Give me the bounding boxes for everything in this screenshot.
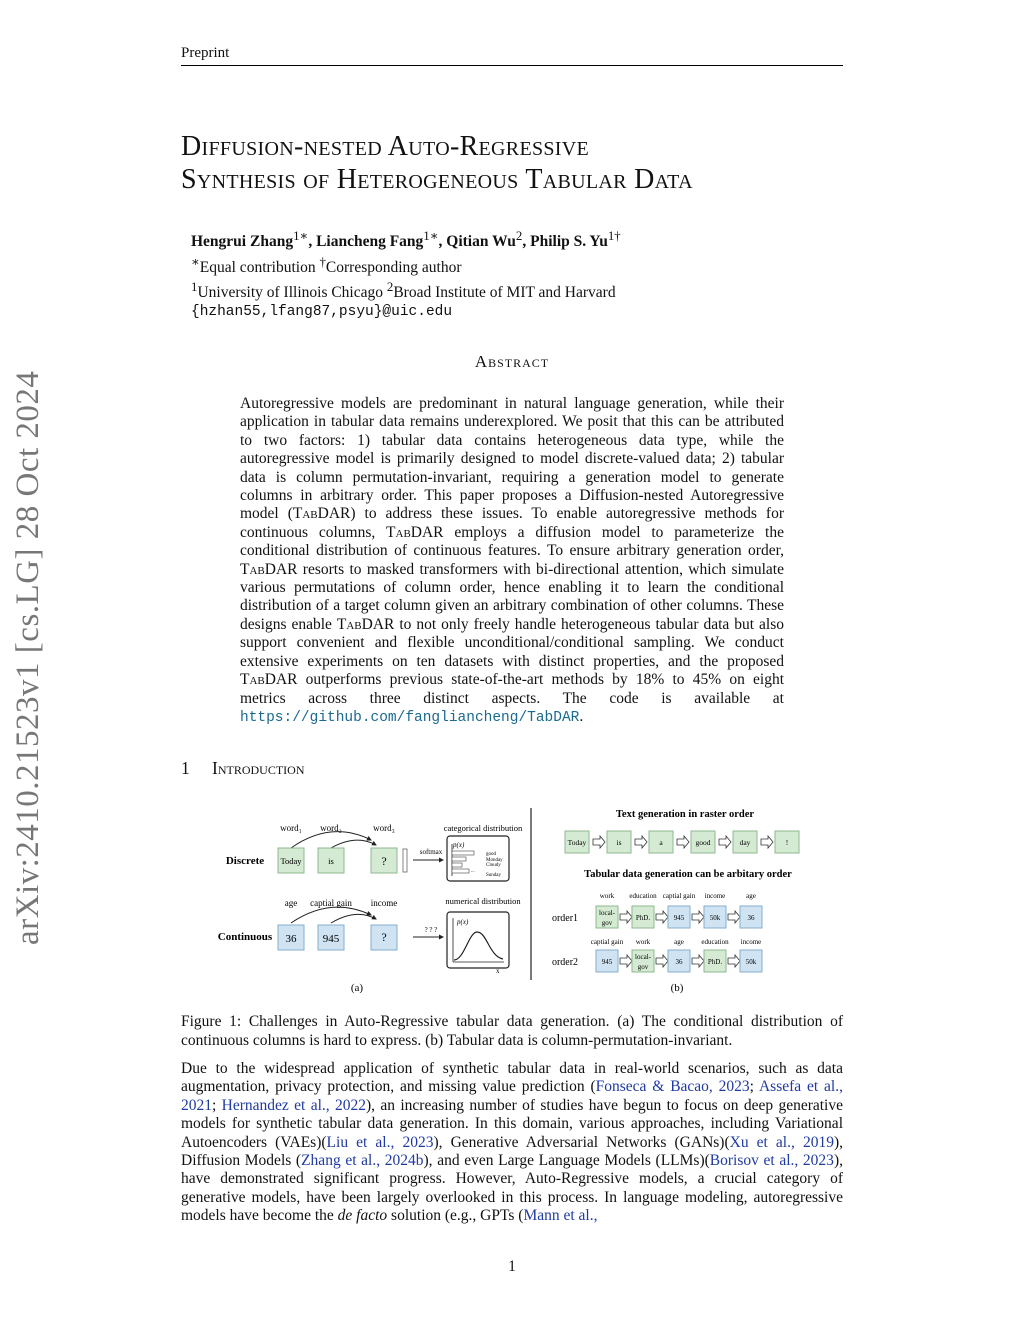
dependency-arrow — [331, 840, 376, 848]
contribution-note: ∗Equal contribution †Corresponding author — [191, 253, 462, 276]
code-link[interactable]: https://github.com/fangliancheng/TabDAR — [240, 709, 580, 726]
panel-b — [552, 809, 799, 994]
bar-good — [452, 851, 474, 855]
author-email[interactable]: {hzhan55,lfang87,psyu}@uic.edu — [191, 303, 453, 320]
logit-bar — [403, 849, 407, 872]
next-arrow — [620, 911, 632, 923]
token-text: 50k — [745, 958, 757, 966]
income-label: income — [370, 898, 398, 908]
abstract-heading: Abstract — [474, 352, 550, 371]
next-arrow — [719, 836, 731, 848]
author-4-sup: 1† — [607, 228, 621, 243]
author-block — [191, 226, 841, 322]
token-text: good — [695, 838, 711, 847]
author-3-sup: 2 — [515, 228, 523, 243]
token-text: PhD. — [635, 914, 651, 922]
panel-b-label: (b) — [670, 982, 684, 994]
intro-paragraph: Due to the widespread application of synthetic tabular data in real-world scenarios, such as data augmentation, privacy protection, and missing value prediction (Fonseca & Bacao, 2023; Assefa et al., 2021; Hernandez et al., 2022), an increasing number of studies have begun to focus on deep generative models for synthetic tabular data generation. In this domain, various approaches, including Variational Autoencoders (VAEs)(Liu et al., 2023), Generative Adversarial Networks (GANs)(Xu et al., 2019), Diffusion Models (Zhang et al., 2024b), and even Large Language Models (LLMs)(Borisov et al., 2023), have demonstrated significant progress. However, Auto-Regressive models, a crucial category of generative models, have been largely overlooked in this process. In language modeling, autoregressive models have become the de facto solution (e.g., GPTs (Mann et al., — [181, 1060, 843, 1225]
abstract-body: Autoregressive models are predominant in natural language generation, while their application in tabular data remains underexplored. We posit that this can be attributed to two factors: 1) tabular data contains heterogeneous data type, while the autoregressive model is primarily designed to model discrete-valued data; 2) tabular data is column permutation-invariant, requiring a generation model to generate columns in arbitrary order. This paper proposes a Diffusion-nested Autoregressive model (TabDAR) to address these issues. To enable autoregressive methods for continuous columns, TabDAR employs a diffusion model to parameterize the conditional distribution of continuous features. To ensure arbitrary generation order, TabDAR resorts to masked transformers with bi-directional attention, which simulate various permutations of column order, hence enabling it to learn the conditional distribution of a target column given an arbitrary combination of other columns. These designs enable TabDAR to not only freely handle heterogeneous tabular data but also support convenient and flexible unconditional/conditional sampling. We conduct extensive experiments on ten datasets with distinct properties, and the proposed TabDAR outperforms previous state-of-the-art methods by 18% to 45% on eight metrics across three distinct aspects. The code is available at https://github.com/fangliancheng/TabDAR. — [240, 395, 785, 726]
age-label: age — [284, 898, 298, 908]
method-name: TabDAR — [240, 671, 298, 689]
citation[interactable]: Zhang et al., 2024b — [301, 1152, 424, 1170]
author-2-sup: 1∗ — [423, 228, 439, 243]
cat-cloudy: Cloudy — [486, 863, 501, 868]
order2-row — [591, 938, 762, 972]
section-heading-introduction: 1 Introduction — [181, 758, 305, 778]
author-1: Hengrui Zhang — [191, 233, 294, 251]
unknown-arrow-label: ? ? ? — [424, 926, 438, 934]
next-arrow — [593, 836, 605, 848]
capital-gain-label: captial gain — [310, 898, 352, 908]
text-token-row — [565, 831, 799, 853]
panel-a-label: (a) — [350, 982, 364, 994]
next-arrow — [635, 836, 647, 848]
discrete-label: Discrete — [225, 855, 265, 867]
method-name: TabDAR — [292, 505, 351, 523]
panel-a — [218, 823, 523, 994]
method-name: TabDAR — [240, 560, 298, 578]
x-axis-label: x — [496, 967, 500, 975]
order1-row — [596, 892, 762, 928]
cat-dots: ... — [471, 869, 475, 874]
cat-monday: Monday — [486, 858, 503, 863]
categorical-distribution-label: categorical distribution — [443, 823, 523, 833]
title-line-1: Diffusion-nested Auto-Regressive — [181, 131, 590, 162]
token-text: PhD. — [707, 958, 723, 966]
paper-title — [181, 130, 861, 196]
next-arrow — [656, 955, 668, 967]
column-header: education — [701, 938, 729, 946]
method-name: TabDAR — [336, 615, 395, 633]
word1-label: word₁ — [280, 823, 302, 833]
citation[interactable]: Xu et al., 2019 — [729, 1133, 834, 1151]
token-text: 945 — [601, 958, 613, 966]
next-arrow — [692, 955, 704, 967]
arxiv-stamp: arXiv:2410.21523v1 [cs.LG] 28 Oct 2024 — [10, 370, 46, 945]
column-header: captial gain — [590, 938, 624, 946]
order2-label: order2 — [551, 957, 579, 968]
token-text: is — [616, 838, 622, 847]
running-header: Preprint — [181, 45, 230, 61]
citation[interactable]: Assefa et al., 2021 — [181, 1078, 843, 1114]
unknown-continuous: ? — [381, 930, 387, 944]
column-header: age — [674, 938, 684, 946]
affiliations: $^1$University of Illinois Chicago $^2$Broad Institute of MIT and Harvard — [191, 279, 616, 302]
figure-1 — [181, 800, 843, 1000]
token-text: ! — [785, 838, 789, 847]
figure-caption: Figure 1: Challenges in Auto-Regressive tabular data generation. (a) The conditional distribution of continuous columns is hard to express. (b) Tabular data is column-permutation-invariant. — [181, 1013, 843, 1049]
token-text: 945 — [673, 914, 685, 922]
next-arrow — [761, 836, 773, 848]
token-text: local-gov — [599, 909, 615, 927]
bar-sunday — [452, 869, 469, 873]
dependency-arrow — [291, 907, 371, 923]
next-arrow — [728, 955, 740, 967]
is-token: is — [328, 856, 334, 866]
today-token: Today — [280, 856, 302, 866]
citation[interactable]: Mann et al., — [523, 1207, 598, 1225]
px-label: p(x) — [453, 841, 465, 849]
next-arrow — [620, 955, 632, 967]
next-arrow — [728, 911, 740, 923]
column-header: captial gain — [662, 892, 696, 900]
next-arrow — [677, 836, 689, 848]
numerical-distribution-label: numerical distribution — [445, 896, 521, 906]
bar-cloudy — [452, 863, 462, 867]
tabular-generation-title: Tabular data generation can be arbitary order — [584, 869, 792, 880]
token-text: local-gov — [635, 953, 651, 971]
column-header: work — [599, 892, 615, 900]
citation[interactable]: Liu et al., 2023 — [326, 1133, 434, 1151]
next-arrow — [692, 911, 704, 923]
token-text: 36 — [675, 958, 683, 966]
next-arrow — [656, 911, 668, 923]
author-4: Philip S. Yu — [530, 233, 608, 251]
column-header: income — [740, 938, 762, 946]
px-label: p(x) — [457, 918, 469, 926]
cat-good: good — [486, 852, 496, 857]
column-header: income — [704, 892, 726, 900]
citation[interactable]: Fonseca & Bacao, 2023 — [595, 1078, 750, 1096]
unknown-discrete: ? — [381, 854, 387, 868]
column-header: education — [629, 892, 657, 900]
token-text: Today — [567, 838, 587, 847]
token-text: day — [739, 838, 751, 847]
dependency-arrow — [331, 914, 376, 923]
title-line-2: Synthesis of Heterogeneous Tabular Data — [181, 164, 693, 195]
author-2: Liancheng Fang — [316, 233, 424, 251]
capital-gain-value: 945 — [322, 933, 340, 945]
token-text: a — [659, 838, 663, 847]
column-header: work — [635, 938, 651, 946]
token-text: 50k — [709, 914, 721, 922]
age-value: 36 — [285, 933, 297, 945]
softmax-label: softmax — [419, 848, 443, 856]
cat-sunday: Sunday — [486, 873, 501, 878]
citation[interactable]: Hernandez et al., 2022 — [221, 1096, 366, 1114]
column-header: age — [746, 892, 756, 900]
author-1-sup: 1∗ — [293, 228, 309, 243]
text-generation-title: Text generation in raster order — [615, 809, 755, 820]
method-name: TabDAR — [386, 523, 444, 541]
page-number: 1 — [508, 1258, 516, 1275]
bar-monday — [452, 857, 466, 861]
order1-label: order1 — [551, 913, 579, 924]
token-text: 36 — [747, 914, 755, 922]
citation[interactable]: Borisov et al., 2023 — [709, 1152, 834, 1170]
author-3: Qitian Wu — [446, 233, 516, 251]
continuous-label: Continuous — [217, 931, 273, 943]
word2-label: word₂ — [320, 823, 342, 833]
author-names: Hengrui Zhang$^{1∗}$, Liancheng Fang$^{1∗}$, Qitian Wu$^2$, Philip S. $Yu^{1\dagger}$ — [191, 228, 621, 251]
word3-label: word₃ — [373, 823, 395, 833]
header-rule — [181, 65, 843, 66]
